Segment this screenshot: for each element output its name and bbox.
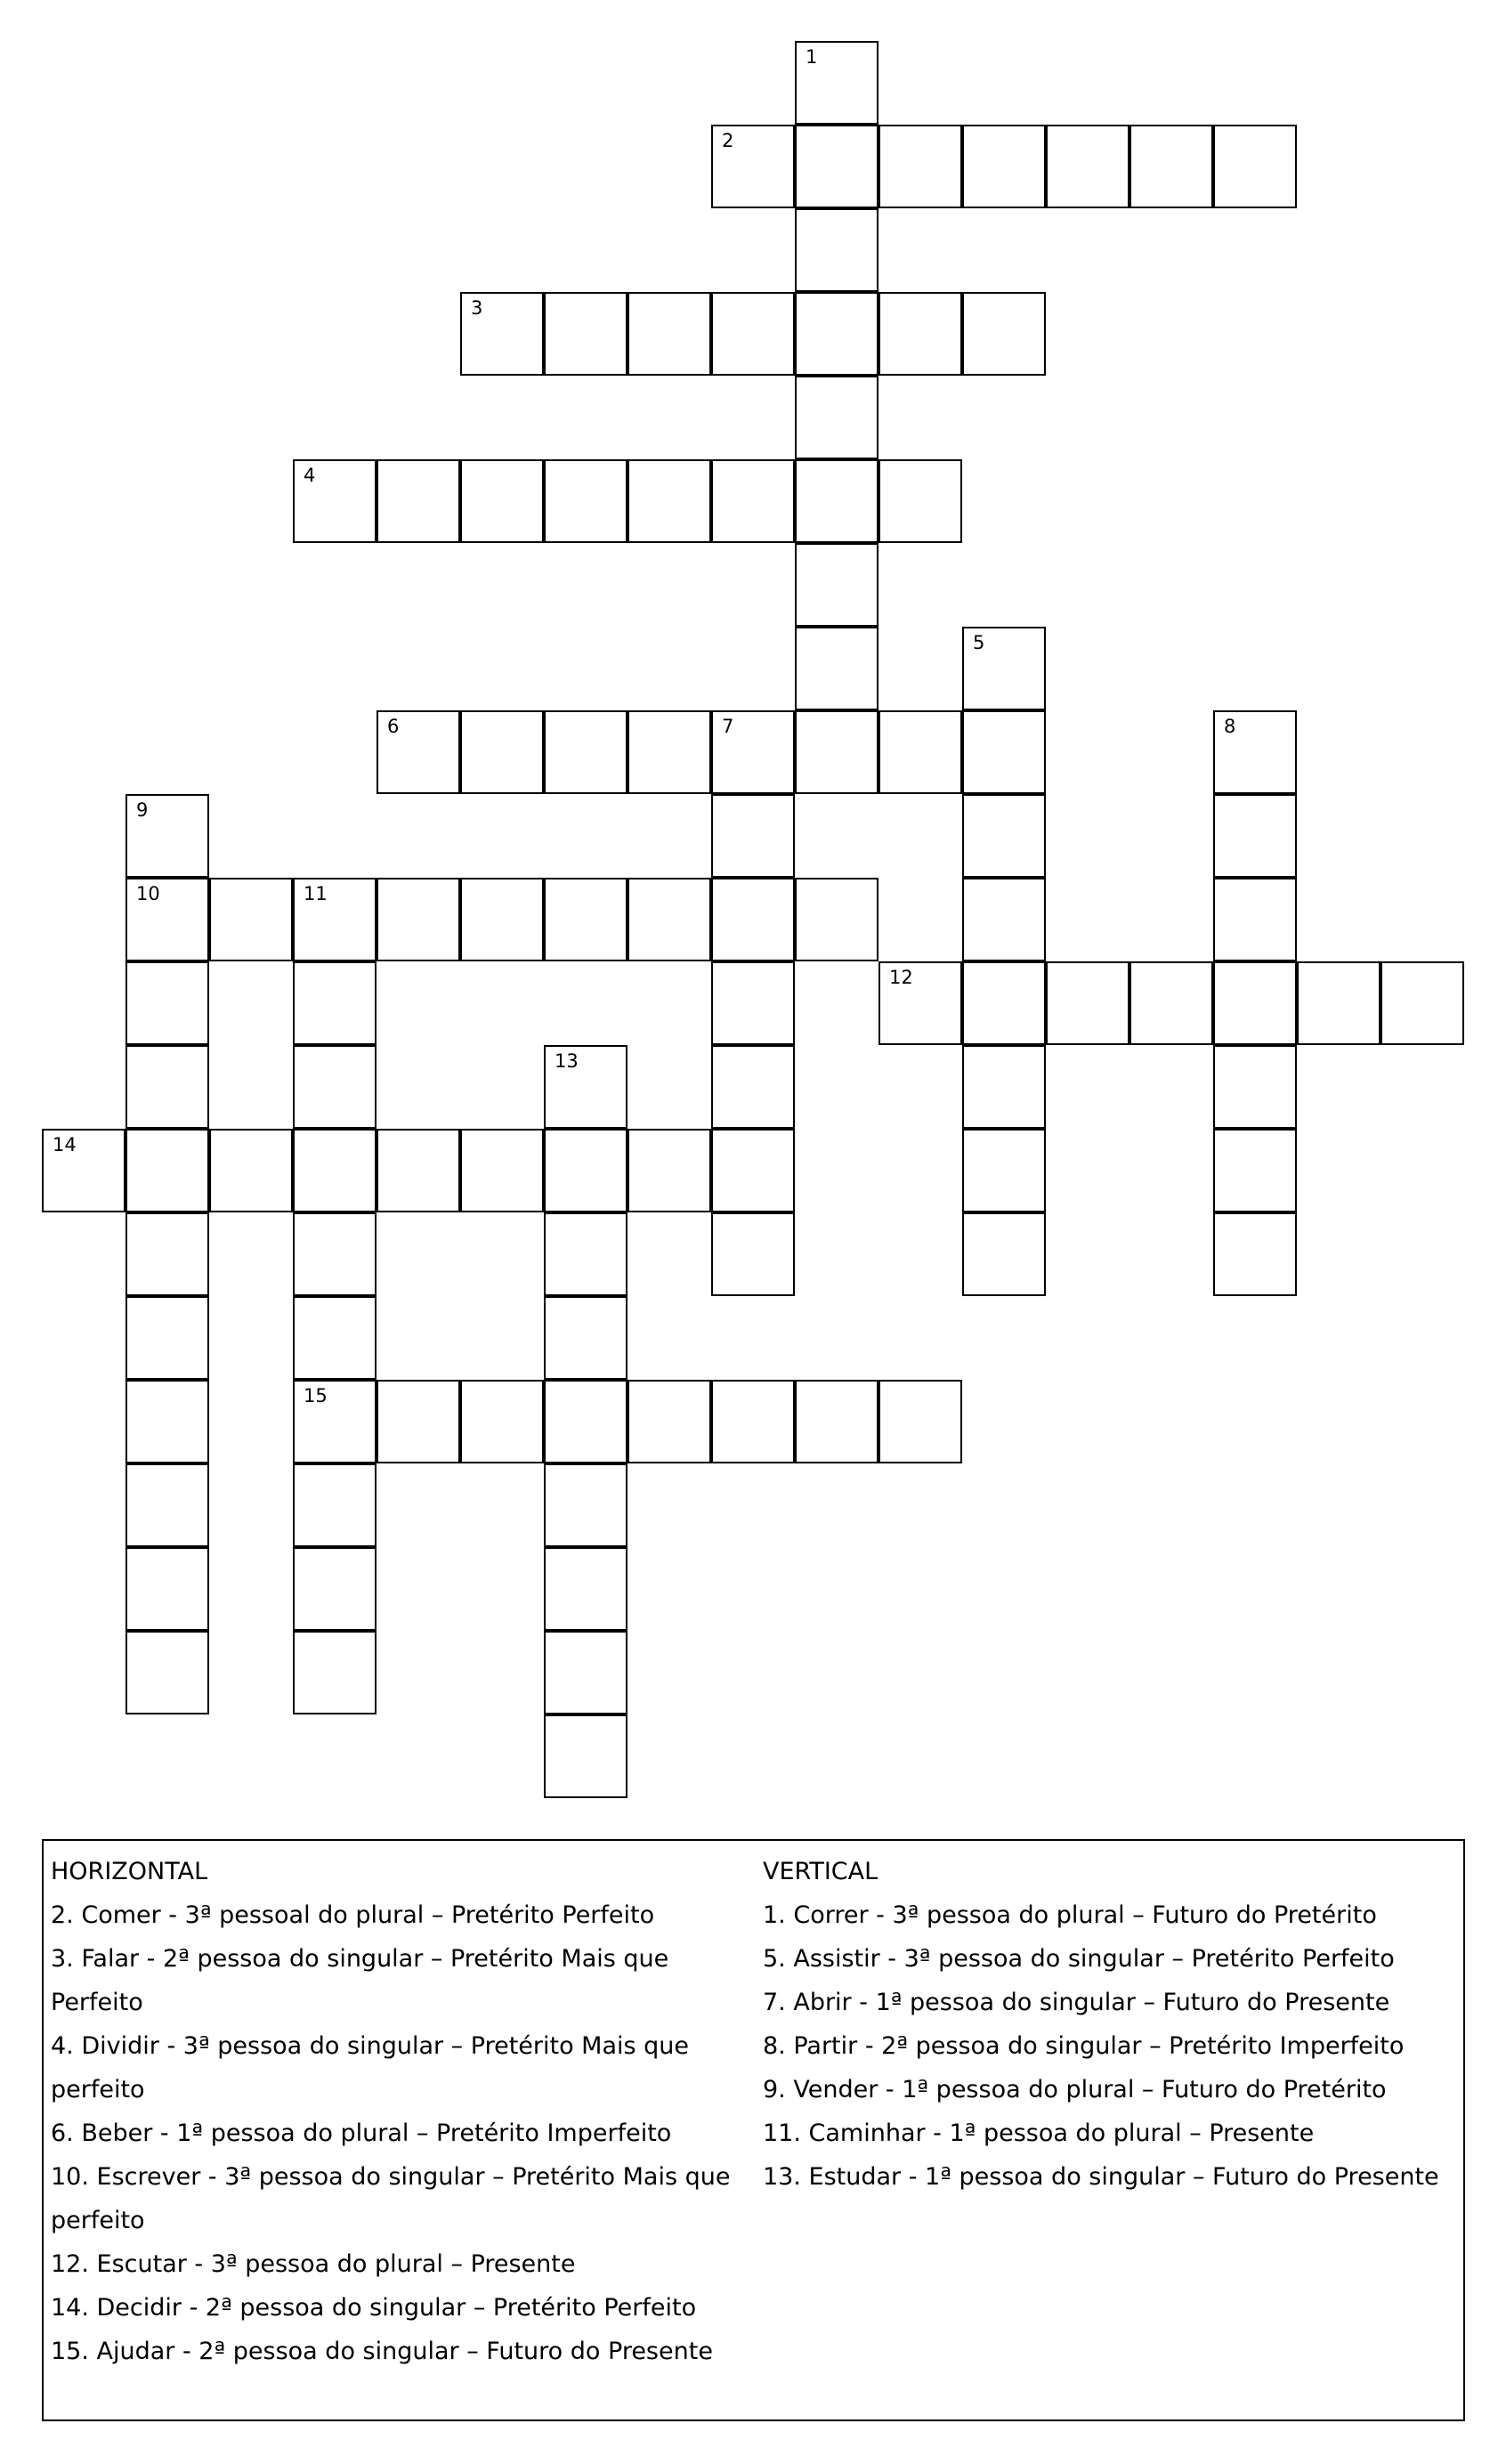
crossword-cell[interactable]	[878, 710, 962, 794]
crossword-cell[interactable]	[795, 543, 878, 627]
crossword-cell[interactable]	[711, 1380, 795, 1463]
horizontal-clues	[51, 1850, 754, 2373]
crossword-cell-11[interactable]	[293, 878, 376, 961]
crossword-cell[interactable]	[628, 1129, 711, 1212]
crossword-cell[interactable]	[795, 627, 878, 710]
clue-number: 6	[387, 716, 400, 737]
crossword-cell-15[interactable]	[293, 1380, 376, 1463]
clue-number: 9	[136, 799, 149, 821]
crossword-cell[interactable]	[711, 1045, 795, 1129]
clue-number: 15	[304, 1385, 328, 1406]
crossword-cell[interactable]	[795, 878, 878, 961]
crossword-cell[interactable]	[376, 1129, 460, 1212]
clue-number: 10	[136, 883, 160, 904]
crossword-cell[interactable]	[1213, 961, 1297, 1045]
crossword-cell[interactable]	[628, 459, 711, 543]
crossword-cell[interactable]	[544, 1547, 628, 1631]
crossword-cell[interactable]	[1213, 1212, 1297, 1296]
crossword-cell[interactable]	[126, 1129, 209, 1212]
crossword-cell-5[interactable]	[962, 627, 1046, 710]
crossword-cell[interactable]	[544, 1714, 628, 1798]
crossword-cell[interactable]	[293, 1547, 376, 1631]
crossword-cell-1[interactable]	[795, 41, 878, 125]
crossword-cell[interactable]	[795, 125, 878, 208]
crossword-cell[interactable]	[711, 878, 795, 961]
clue-number: 5	[973, 632, 985, 653]
crossword-cell[interactable]	[460, 878, 544, 961]
crossword-cell[interactable]	[628, 1380, 711, 1463]
crossword-cell[interactable]	[126, 1212, 209, 1296]
clue-14: 14. Decidir - 2ª pessoa do singular – Pretérito Perfeito	[51, 2294, 697, 2322]
crossword-cell-8[interactable]	[1213, 710, 1297, 794]
clue-number: 8	[1224, 716, 1236, 737]
crossword-cell[interactable]	[544, 1129, 628, 1212]
vertical-heading: VERTICAL	[763, 1858, 878, 1885]
crossword-cell[interactable]	[962, 1045, 1046, 1129]
crossword-cell[interactable]	[126, 1547, 209, 1631]
crossword-cell[interactable]	[293, 1296, 376, 1380]
crossword-cell[interactable]	[795, 208, 878, 292]
crossword-cell[interactable]	[795, 459, 878, 543]
crossword-cell[interactable]	[628, 710, 711, 794]
crossword-cell-9[interactable]	[126, 794, 209, 878]
clue-number: 14	[53, 1134, 77, 1155]
crossword-cell[interactable]	[209, 1129, 293, 1212]
crossword-cell[interactable]	[293, 961, 376, 1045]
crossword-cell[interactable]	[544, 1463, 628, 1547]
clue-11: 11. Caminhar - 1ª pessoa do plural – Presente	[763, 2120, 1315, 2147]
clue-number: 1	[806, 46, 818, 68]
crossword-cell-6[interactable]	[376, 710, 460, 794]
clue-number: 2	[722, 130, 734, 151]
crossword-cell[interactable]	[878, 1380, 962, 1463]
clue-8: 8. Partir - 2ª pessoa do singular – Pretérito Imperfeito	[763, 2032, 1405, 2060]
clues-box	[42, 1839, 1465, 2421]
crossword-cell[interactable]	[126, 961, 209, 1045]
crossword-cell-14[interactable]	[42, 1129, 126, 1212]
clue-number: 3	[471, 297, 483, 319]
crossword-cell[interactable]	[376, 459, 460, 543]
crossword-cell-2[interactable]	[711, 125, 795, 208]
crossword-cell[interactable]	[878, 459, 962, 543]
crossword-cell[interactable]	[795, 376, 878, 459]
clue-number: 13	[555, 1050, 579, 1072]
clue-9: 9. Vender - 1ª pessoa do plural – Futuro do Pretérito	[763, 2076, 1387, 2103]
crossword-cell[interactable]	[544, 459, 628, 543]
crossword-cell[interactable]	[1297, 961, 1380, 1045]
crossword-cell[interactable]	[376, 1380, 460, 1463]
crossword-cell[interactable]	[293, 1212, 376, 1296]
crossword-cell[interactable]	[795, 710, 878, 794]
crossword-cell[interactable]	[1046, 125, 1130, 208]
clue-number: 7	[722, 716, 734, 737]
crossword-cell[interactable]	[962, 1129, 1046, 1212]
crossword-cell[interactable]	[711, 961, 795, 1045]
crossword-cell[interactable]	[878, 125, 962, 208]
crossword-cell[interactable]	[460, 459, 544, 543]
crossword-cell[interactable]	[711, 1129, 795, 1212]
crossword-cell[interactable]	[460, 1380, 544, 1463]
clue-number: 11	[304, 883, 328, 904]
crossword-cell[interactable]	[962, 878, 1046, 961]
crossword-cell[interactable]	[209, 878, 293, 961]
crossword-cell[interactable]	[544, 1296, 628, 1380]
clue-2: 2. Comer - 3ª pessoal do plural – Pretérito Perfeito	[51, 1901, 655, 1929]
clue-3: 3. Falar - 2ª pessoa do singular – Pretérito Mais que Perfeito	[51, 1945, 669, 2016]
crossword-cell[interactable]	[628, 292, 711, 376]
crossword-cell[interactable]	[1046, 961, 1130, 1045]
crossword-cell[interactable]	[544, 878, 628, 961]
crossword-cell[interactable]	[711, 459, 795, 543]
crossword-cell-3[interactable]	[460, 292, 544, 376]
vertical-clues	[763, 1850, 1457, 2199]
clue-1: 1. Correr - 3ª pessoa do plural – Futuro do Pretérito	[763, 1901, 1377, 1929]
crossword-cell[interactable]	[795, 292, 878, 376]
crossword-cell-12[interactable]	[878, 961, 962, 1045]
crossword-cell[interactable]	[544, 710, 628, 794]
crossword-cell[interactable]	[962, 125, 1046, 208]
crossword-cell[interactable]	[711, 1212, 795, 1296]
crossword-cell[interactable]	[376, 878, 460, 961]
clue-5: 5. Assistir - 3ª pessoa do singular – Pretérito Perfeito	[763, 1945, 1395, 1973]
clue-13: 13. Estudar - 1ª pessoa do singular – Futuro do Presente	[763, 2163, 1439, 2191]
clue-7: 7. Abrir - 1ª pessoa do singular – Futuro do Presente	[763, 1989, 1390, 2016]
crossword-cell[interactable]	[1130, 125, 1213, 208]
crossword-cell[interactable]	[460, 1129, 544, 1212]
crossword-cell[interactable]	[1130, 961, 1213, 1045]
clue-6: 6. Beber - 1ª pessoa do plural – Pretérito Imperfeito	[51, 2120, 672, 2147]
crossword-cell[interactable]	[126, 1296, 209, 1380]
clue-10: 10. Escrever - 3ª pessoa do singular – Pretérito Mais que perfeito	[51, 2163, 731, 2234]
crossword-cell[interactable]	[293, 1129, 376, 1212]
crossword-cell[interactable]	[962, 292, 1046, 376]
crossword-cell[interactable]	[1213, 1045, 1297, 1129]
crossword-cell[interactable]	[544, 292, 628, 376]
crossword-cell[interactable]	[962, 1212, 1046, 1296]
crossword-cell[interactable]	[126, 1631, 209, 1714]
clue-number: 4	[304, 465, 316, 486]
crossword-cell[interactable]	[711, 794, 795, 878]
crossword-cell-13[interactable]	[544, 1045, 628, 1129]
clue-12: 12. Escutar - 3ª pessoa do plural – Presente	[51, 2250, 576, 2278]
crossword-cell[interactable]	[460, 710, 544, 794]
crossword-cell[interactable]	[293, 1463, 376, 1547]
crossword-cell-7[interactable]	[711, 710, 795, 794]
crossword-cell-10[interactable]	[126, 878, 209, 961]
crossword-cell[interactable]	[962, 710, 1046, 794]
crossword-cell[interactable]	[962, 961, 1046, 1045]
horizontal-heading: HORIZONTAL	[51, 1858, 208, 1885]
crossword-cell[interactable]	[1213, 1129, 1297, 1212]
crossword-cell-4[interactable]	[293, 459, 376, 543]
clue-number: 12	[889, 967, 913, 988]
crossword-cell[interactable]	[544, 1212, 628, 1296]
crossword-cell[interactable]	[1380, 961, 1464, 1045]
crossword-cell[interactable]	[293, 1045, 376, 1129]
crossword-cell[interactable]	[962, 794, 1046, 878]
crossword-cell[interactable]	[126, 1045, 209, 1129]
crossword-cell[interactable]	[1213, 794, 1297, 878]
crossword-cell[interactable]	[544, 1380, 628, 1463]
crossword-cell[interactable]	[711, 292, 795, 376]
crossword-cell[interactable]	[544, 1631, 628, 1714]
crossword-cell[interactable]	[126, 1463, 209, 1547]
crossword-cell[interactable]	[1213, 125, 1297, 208]
crossword-cell[interactable]	[293, 1631, 376, 1714]
crossword-cell[interactable]	[795, 1380, 878, 1463]
crossword-cell[interactable]	[878, 292, 962, 376]
crossword-cell[interactable]	[126, 1380, 209, 1463]
crossword-cell[interactable]	[628, 878, 711, 961]
clue-4: 4. Dividir - 3ª pessoa do singular – Pretérito Mais que perfeito	[51, 2032, 690, 2103]
clue-15: 15. Ajudar - 2ª pessoa do singular – Futuro do Presente	[51, 2338, 713, 2365]
crossword-cell[interactable]	[1213, 878, 1297, 961]
